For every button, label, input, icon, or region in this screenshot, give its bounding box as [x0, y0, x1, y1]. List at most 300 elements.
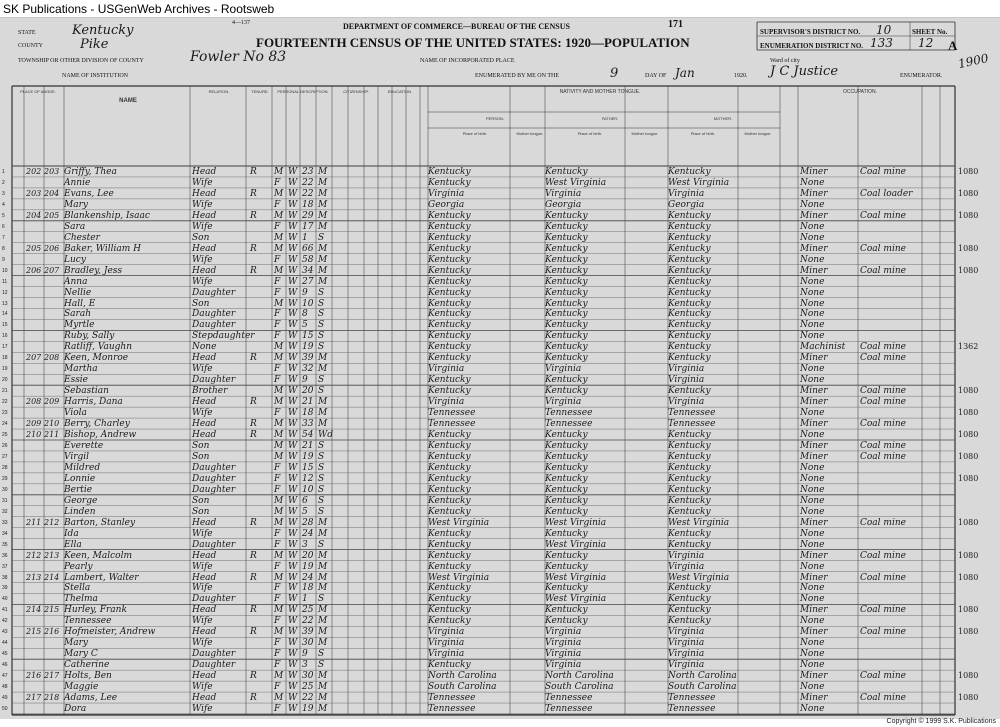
row-line-number: 28 — [2, 464, 8, 471]
family-number: 210 — [44, 419, 60, 429]
father-birthplace: Kentucky — [545, 167, 588, 177]
tenure: R — [250, 430, 257, 441]
tenure: R — [250, 210, 257, 221]
row-line-number: 38 — [2, 574, 8, 581]
state-value: Kentucky — [72, 23, 134, 38]
father-birthplace: Virginia — [545, 660, 582, 671]
window-title: SK Publications - USGenWeb Archives - Rootsweb — [3, 2, 275, 16]
mother-birthplace: Kentucky — [668, 495, 711, 506]
occupation: None — [800, 298, 825, 309]
family-number: 216 — [44, 627, 60, 637]
person-birthplace: Kentucky — [428, 441, 471, 451]
father-birthplace: Kentucky — [545, 386, 588, 397]
age: 54 — [302, 430, 314, 441]
enumerator-name: J C Justice — [770, 64, 839, 79]
person-birthplace: Kentucky — [428, 254, 471, 265]
family-number: 203 — [44, 167, 60, 176]
mother-birthplace: Tennessee — [668, 693, 716, 704]
father-birthplace: Virginia — [545, 638, 582, 649]
col-group-personal: PERSONAL DESCRIPTION. — [277, 89, 329, 94]
marital-status: S — [318, 660, 325, 671]
father-birthplace: Kentucky — [545, 583, 588, 594]
industry: Coal mine — [860, 572, 906, 583]
person-name: Keen, Malcolm — [64, 550, 132, 561]
occupation: Miner — [800, 517, 828, 528]
right-margin-code: 1080 — [958, 210, 979, 220]
race: W — [288, 528, 298, 539]
marital-status: S — [318, 441, 325, 451]
age: 29 — [302, 210, 314, 221]
occupation: None — [800, 594, 825, 605]
family-number: 209 — [44, 397, 60, 407]
right-margin-code: 1080 — [958, 671, 979, 681]
person-name: Annie — [64, 177, 91, 188]
mother-birthplace: Kentucky — [668, 528, 711, 539]
marital-status: M — [318, 704, 328, 715]
person-birthplace: Kentucky — [428, 550, 471, 561]
marital-status: M — [318, 627, 328, 638]
person-name: Lucy — [64, 254, 86, 265]
relation: Son — [192, 441, 210, 451]
right-margin-code: 1080 — [958, 693, 979, 703]
mother-birthplace: Tennessee — [668, 408, 716, 419]
relation: Head — [192, 671, 217, 682]
occupation: None — [800, 539, 825, 550]
supervisor-label: SUPERVISOR'S DISTRICT NO. — [760, 28, 861, 36]
person-name: Mildred — [64, 462, 101, 473]
race: W — [288, 561, 298, 572]
father-birthplace: Kentucky — [545, 298, 588, 309]
age: 30 — [302, 671, 314, 682]
right-margin-code: 1080 — [958, 451, 979, 461]
marital-status: M — [318, 583, 328, 594]
col-group-occupation: OCCUPATION. — [843, 89, 877, 95]
mother-birthplace: Virginia — [668, 364, 705, 375]
person-birthplace: Kentucky — [428, 528, 471, 539]
relation: Head — [192, 243, 217, 254]
industry: Coal mine — [860, 167, 906, 177]
person-name: Linden — [64, 506, 96, 517]
marital-status: M — [318, 561, 328, 572]
mother-birthplace: Kentucky — [668, 331, 711, 342]
marital-status: S — [318, 320, 325, 331]
occupation: None — [800, 221, 825, 232]
sex: M — [274, 550, 284, 561]
age: 66 — [302, 243, 314, 254]
person-birthplace: Kentucky — [428, 616, 471, 627]
right-margin-code: 1080 — [958, 550, 979, 560]
row-line-number: 34 — [2, 530, 8, 537]
dwelling-number: 214 — [26, 605, 42, 615]
row-line-number: 15 — [2, 322, 8, 329]
father-birthplace: Kentucky — [545, 528, 588, 539]
row-line-number: 30 — [2, 486, 8, 493]
mother-birthplace: Kentucky — [668, 210, 711, 221]
age: 19 — [302, 704, 314, 715]
enumerated-label: ENUMERATED BY ME ON THE — [475, 73, 559, 79]
father-birthplace: Virginia — [545, 188, 582, 199]
dwelling-number: 204 — [26, 210, 42, 220]
mother-birthplace: Kentucky — [668, 616, 711, 627]
sex: M — [274, 441, 284, 451]
father-birthplace: Virginia — [545, 397, 582, 408]
age: 1 — [302, 232, 308, 243]
row-line-number: 32 — [2, 508, 8, 515]
right-margin-code: 1362 — [958, 342, 979, 352]
race: W — [288, 320, 298, 331]
race: W — [288, 298, 298, 309]
right-margin-code: 1080 — [958, 430, 979, 440]
race: W — [288, 693, 298, 704]
race: W — [288, 451, 298, 462]
marital-status: M — [318, 167, 328, 177]
person-name: Anna — [64, 276, 88, 287]
age: 18 — [302, 199, 314, 210]
sex: M — [274, 517, 284, 528]
industry: Coal mine — [860, 627, 906, 638]
occupation: None — [800, 309, 825, 320]
father-birthplace: Kentucky — [545, 254, 588, 265]
age: 5 — [302, 320, 308, 331]
sex: F — [274, 199, 281, 210]
person-birthplace: West Virginia — [428, 517, 490, 528]
row-line-number: 14 — [2, 311, 8, 318]
occupation: None — [800, 331, 825, 342]
person-birthplace: Virginia — [428, 638, 465, 649]
row-line-number: 11 — [2, 278, 8, 285]
age: 25 — [302, 682, 314, 693]
father-birthplace: Kentucky — [545, 451, 588, 462]
sex: M — [274, 627, 284, 638]
relation: Daughter — [192, 287, 236, 298]
sex: F — [274, 660, 281, 671]
occupation: Miner — [800, 419, 828, 430]
person-birthplace: Virginia — [428, 397, 465, 408]
tenure: R — [250, 243, 257, 254]
race: W — [288, 605, 298, 616]
row-line-number: 17 — [2, 344, 8, 351]
marital-status: M — [318, 210, 328, 221]
race: W — [288, 375, 298, 386]
mother-birthplace: Kentucky — [668, 386, 711, 397]
race: W — [288, 616, 298, 627]
occupation: None — [800, 199, 825, 210]
age: 3 — [302, 539, 308, 550]
sex: F — [274, 177, 281, 188]
mother-birthplace: Kentucky — [668, 353, 711, 364]
mother-birthplace: West Virginia — [668, 517, 730, 528]
race: W — [288, 243, 298, 254]
industry: Coal mine — [860, 353, 906, 364]
row-line-number: 9 — [2, 256, 5, 263]
enumeration-year: 1920. — [734, 73, 748, 79]
mother-birthplace: Virginia — [668, 550, 705, 561]
person-name: Lambert, Walter — [64, 572, 139, 583]
row-line-number: 47 — [2, 673, 8, 680]
relation: Wife — [192, 364, 213, 375]
person-birthplace: Kentucky — [428, 232, 471, 243]
sex: F — [274, 276, 281, 287]
col-group-tenure: TENURE. — [251, 89, 269, 94]
enumeration-district-number: 133 — [870, 36, 893, 50]
right-margin-code: 1080 — [958, 473, 979, 483]
mother-birthplace: Kentucky — [668, 594, 711, 605]
age: 33 — [302, 419, 314, 430]
industry: Coal mine — [860, 419, 906, 430]
person-birthplace: Kentucky — [428, 430, 471, 441]
race: W — [288, 517, 298, 528]
relation: Daughter — [192, 594, 236, 605]
person-birthplace: North Carolina — [428, 671, 497, 682]
marital-status: M — [318, 364, 328, 375]
relation: Wife — [192, 638, 213, 649]
marital-status: S — [318, 342, 325, 353]
person-birthplace: Virginia — [428, 627, 465, 638]
row-line-number: 5 — [2, 212, 5, 219]
industry: Coal mine — [860, 441, 906, 451]
father-birthplace: Tennessee — [545, 408, 593, 419]
father-birthplace: Virginia — [545, 627, 582, 638]
person-name: Pearly — [64, 561, 93, 572]
mother-birthplace: Kentucky — [668, 342, 711, 353]
sex: F — [274, 364, 281, 375]
row-line-number: 44 — [2, 640, 8, 647]
sex: M — [274, 386, 284, 397]
industry: Coal mine — [860, 671, 906, 682]
father-birthplace: Kentucky — [545, 243, 588, 254]
row-line-number: 23 — [2, 410, 8, 417]
sex: F — [274, 473, 281, 484]
person-name: Maggie — [64, 682, 99, 693]
occupation: Miner — [800, 550, 828, 561]
person-birthplace: Tennessee — [428, 693, 476, 704]
occupation: Miner — [800, 441, 828, 451]
person-name: Chester — [64, 232, 100, 243]
marital-status: M — [318, 353, 328, 364]
person-name: Martha — [64, 364, 98, 375]
person-name: Lonnie — [64, 473, 96, 484]
father-birthplace: Kentucky — [545, 484, 588, 495]
col-group-relation: RELATION. — [208, 89, 230, 94]
mother-birthplace: Kentucky — [668, 441, 711, 451]
industry: Coal mine — [860, 243, 906, 254]
dwelling-number: 216 — [26, 671, 42, 681]
relation: Head — [192, 167, 217, 177]
age: 9 — [302, 287, 308, 298]
age: 1 — [302, 594, 308, 605]
dwelling-number: 217 — [26, 693, 42, 703]
father-birthplace: Kentucky — [545, 616, 588, 627]
right-margin-code: 1080 — [958, 265, 979, 275]
mother-birthplace: Virginia — [668, 649, 705, 660]
relation: Wife — [192, 221, 213, 232]
relation: Head — [192, 627, 217, 638]
row-line-number: 26 — [2, 443, 8, 449]
township-label: TOWNSHIP OR OTHER DIVISION OF COUNTY — [18, 58, 144, 64]
industry: Coal mine — [860, 451, 906, 462]
person-name: Dora — [64, 704, 87, 715]
person-birthplace: Kentucky — [428, 320, 471, 331]
tenure: R — [250, 605, 257, 616]
marital-status: S — [318, 495, 325, 506]
copyright-notice: Copyright © 1999 S.K. Publications — [886, 718, 996, 725]
person-birthplace: Kentucky — [428, 506, 471, 517]
row-line-number: 19 — [2, 366, 8, 373]
father-birthplace: Kentucky — [545, 561, 588, 572]
race: W — [288, 353, 298, 364]
day-of-label: DAY OF — [645, 73, 667, 79]
row-line-number: 18 — [2, 355, 8, 362]
form-number: 4—137 — [232, 20, 250, 26]
occupation: None — [800, 276, 825, 287]
occupation: Miner — [800, 210, 828, 221]
relation: Head — [192, 517, 217, 528]
mother-birthplace: Kentucky — [668, 221, 711, 232]
tenure: R — [250, 517, 257, 528]
age: 23 — [302, 167, 314, 177]
race: W — [288, 539, 298, 550]
marital-status: M — [318, 188, 328, 199]
race: W — [288, 671, 298, 682]
occupation: None — [800, 320, 825, 331]
person-name: Blankenship, Isaac — [64, 210, 150, 221]
family-number: 205 — [44, 210, 60, 220]
marital-status: M — [318, 254, 328, 265]
occupation: None — [800, 473, 825, 484]
tenure: R — [250, 693, 257, 704]
person-birthplace: Kentucky — [428, 243, 471, 254]
person-name: Mary C — [64, 649, 98, 660]
person-name: Adams, Lee — [64, 693, 118, 704]
census-sheet-image — [0, 18, 1000, 719]
row-line-number: 45 — [2, 651, 8, 658]
family-number: 215 — [44, 605, 60, 615]
person-name: Everette — [64, 441, 104, 451]
age: 10 — [302, 484, 314, 495]
person-name: Ella — [64, 539, 82, 550]
sex: F — [274, 616, 281, 627]
occupation: None — [800, 408, 825, 419]
occupation: None — [800, 462, 825, 473]
person-birthplace: Kentucky — [428, 276, 471, 287]
age: 6 — [302, 495, 308, 506]
father-birthplace: Kentucky — [545, 221, 588, 232]
race: W — [288, 386, 298, 397]
right-margin-code: 1080 — [958, 605, 979, 615]
person-birthplace: Kentucky — [428, 660, 471, 671]
mother-birthplace: Virginia — [668, 375, 705, 386]
sex: F — [274, 221, 281, 232]
supervisor-number: 10 — [876, 23, 892, 37]
relation: Wife — [192, 177, 213, 188]
race: W — [288, 704, 298, 715]
father-birthplace: Kentucky — [545, 605, 588, 616]
row-line-number: 7 — [2, 234, 5, 241]
mother-birthplace: Kentucky — [668, 276, 711, 287]
dwelling-number: 202 — [26, 167, 42, 176]
tenure: R — [250, 550, 257, 561]
age: 20 — [302, 550, 314, 561]
relation: Wife — [192, 583, 213, 594]
race: W — [288, 627, 298, 638]
sex: F — [274, 583, 281, 594]
person-birthplace: Virginia — [428, 649, 465, 660]
row-line-number: 24 — [2, 421, 8, 428]
mother-birthplace: Kentucky — [668, 430, 711, 441]
row-line-number: 37 — [2, 563, 8, 570]
row-line-number: 2 — [2, 179, 5, 186]
person-birthplace: Kentucky — [428, 583, 471, 594]
dwelling-number: 215 — [26, 627, 42, 637]
dwelling-number: 209 — [26, 419, 42, 429]
col-sub-mother-tongue: Mother tongue. — [744, 131, 772, 136]
relation: Head — [192, 572, 217, 583]
col-sub-father-tongue: Mother tongue. — [631, 131, 659, 136]
occupation: None — [800, 430, 825, 441]
relation: Son — [192, 298, 210, 309]
relation: Daughter — [192, 375, 236, 386]
relation: Brother — [192, 386, 228, 397]
sex: M — [274, 188, 284, 199]
father-birthplace: Kentucky — [545, 550, 588, 561]
tenure: R — [250, 627, 257, 638]
age: 19 — [302, 451, 314, 462]
relation: Son — [192, 232, 210, 243]
person-name: Ida — [64, 528, 79, 539]
person-birthplace: Kentucky — [428, 451, 471, 462]
father-birthplace: West Virginia — [545, 177, 607, 188]
occupation: None — [800, 375, 825, 386]
father-birthplace: Kentucky — [545, 287, 588, 298]
relation: Head — [192, 605, 217, 616]
person-name: Barton, Stanley — [64, 517, 136, 528]
row-line-number: 35 — [2, 541, 8, 548]
marital-status: M — [318, 693, 328, 704]
race: W — [288, 484, 298, 495]
age: 30 — [302, 638, 314, 649]
right-margin-code: 1080 — [958, 408, 979, 418]
family-number: 218 — [44, 693, 60, 703]
sex: M — [274, 210, 284, 221]
tenure: R — [250, 265, 257, 276]
age: 28 — [302, 517, 314, 528]
occupation: None — [800, 660, 825, 671]
mother-birthplace: Kentucky — [668, 167, 711, 177]
industry: Coal mine — [860, 693, 906, 704]
mother-birthplace: Kentucky — [668, 462, 711, 473]
father-birthplace: Kentucky — [545, 473, 588, 484]
marital-status: S — [318, 594, 325, 605]
age: 3 — [302, 660, 308, 671]
sex: M — [274, 353, 284, 364]
marital-status: S — [318, 462, 325, 473]
occupation: Miner — [800, 671, 828, 682]
occupation: Miner — [800, 188, 828, 199]
marital-status: M — [318, 221, 328, 232]
marital-status: M — [318, 550, 328, 561]
sex: F — [274, 484, 281, 495]
right-margin-code: 1080 — [958, 386, 979, 396]
enumerator-label: ENUMERATOR. — [900, 73, 943, 79]
race: W — [288, 638, 298, 649]
age: 9 — [302, 649, 308, 660]
row-line-number: 46 — [2, 662, 8, 669]
marital-status: S — [318, 473, 325, 484]
township-value: Fowler No 83 — [190, 49, 287, 65]
mother-birthplace: Kentucky — [668, 484, 711, 495]
sex: F — [274, 462, 281, 473]
race: W — [288, 364, 298, 375]
